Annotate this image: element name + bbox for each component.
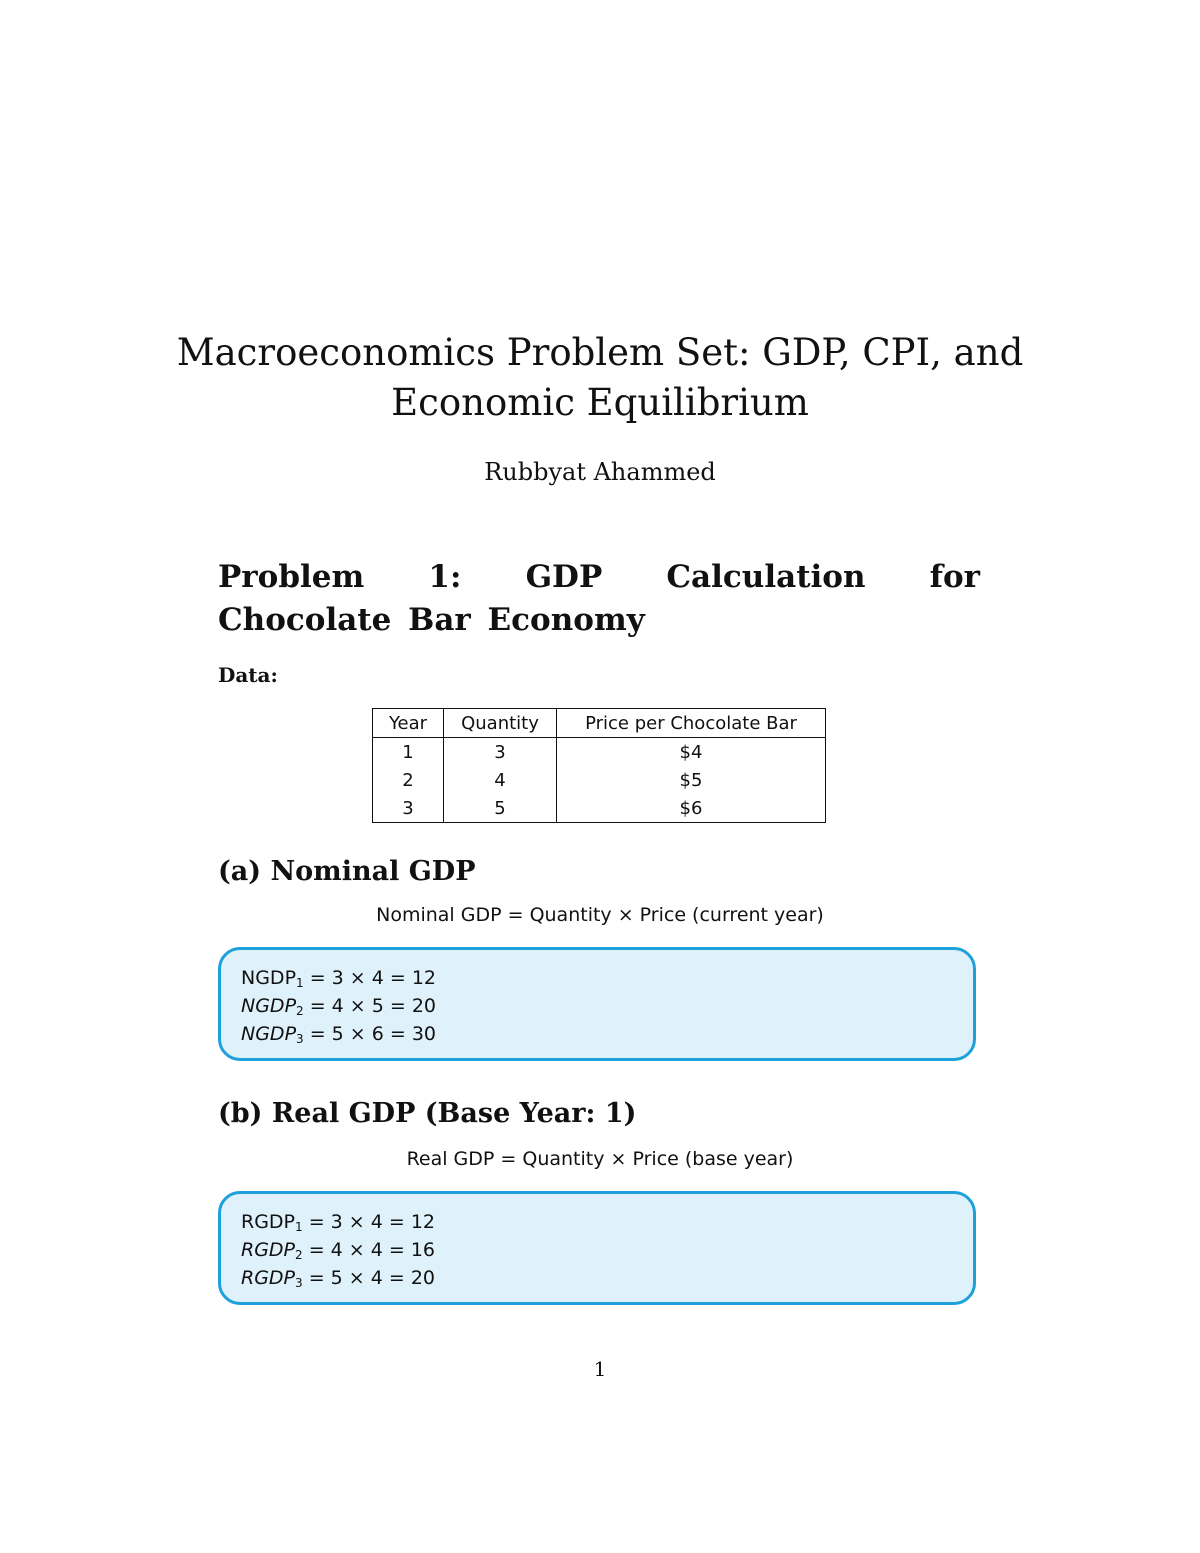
table-row [373,738,826,767]
data-label: Data: [218,663,278,687]
nominal-gdp-results-box [218,947,976,1061]
page-number: 1 [593,1357,607,1381]
result-variable: RGDP [241,1267,296,1289]
result-subscript: 2 [295,1248,303,1262]
document-title: Macroeconomics Problem Set: GDP, CPI, and Economic Equilibrium [176,331,1024,424]
result-expression: = 5 × 4 = 20 [302,1267,436,1289]
part-b-heading: (b) Real GDP (Base Year: 1) [218,1098,637,1129]
result-line [241,964,953,992]
result-subscript: 1 [296,976,304,990]
result-expression: = 3 × 4 = 12 [302,1211,436,1233]
result-line [241,992,953,1020]
result-subscript: 1 [295,1220,303,1234]
problem-1-heading: Problem 1: GDP Calculation for Chocolate Bar Economy [218,559,980,638]
column-header-quantity: Quantity [444,709,557,738]
result-expression: = 3 × 4 = 12 [303,967,437,989]
result-variable: NGDP [241,995,297,1017]
author-name: Rubbyat Ahammed [484,458,716,486]
result-line [241,1208,953,1236]
result-variable: RGDP [241,1239,296,1261]
table-header-row [373,709,826,738]
result-subscript: 3 [296,1032,304,1046]
table-row [373,794,826,823]
result-expression: = 5 × 6 = 30 [303,1023,437,1045]
column-header-price: Price per Chocolate Bar [557,709,826,738]
cell-year: 1 [373,738,444,767]
cell-quantity: 3 [444,738,557,767]
cell-year: 2 [373,766,444,794]
result-line [241,1020,953,1048]
result-line [241,1236,953,1264]
real-gdp-formula: Real GDP = Quantity × Price (base year) [406,1148,794,1170]
result-variable: NGDP [241,1023,297,1045]
result-expression: = 4 × 5 = 20 [303,995,437,1017]
cell-price: $6 [557,794,826,823]
table-row [373,766,826,794]
result-subscript: 2 [296,1004,304,1018]
cell-price: $5 [557,766,826,794]
nominal-gdp-formula: Nominal GDP = Quantity × Price (current year) [376,904,824,926]
data-table [372,708,826,823]
cell-year: 3 [373,794,444,823]
result-expression: = 4 × 4 = 16 [302,1239,436,1261]
cell-quantity: 5 [444,794,557,823]
column-header-year: Year [373,709,444,738]
result-subscript: 3 [295,1276,303,1290]
part-a-heading: (a) Nominal GDP [218,856,476,887]
result-variable: RGDP [241,1211,296,1233]
result-line [241,1264,953,1292]
real-gdp-results-box [218,1191,976,1305]
result-variable: NGDP [241,967,297,989]
cell-price: $4 [557,738,826,767]
cell-quantity: 4 [444,766,557,794]
